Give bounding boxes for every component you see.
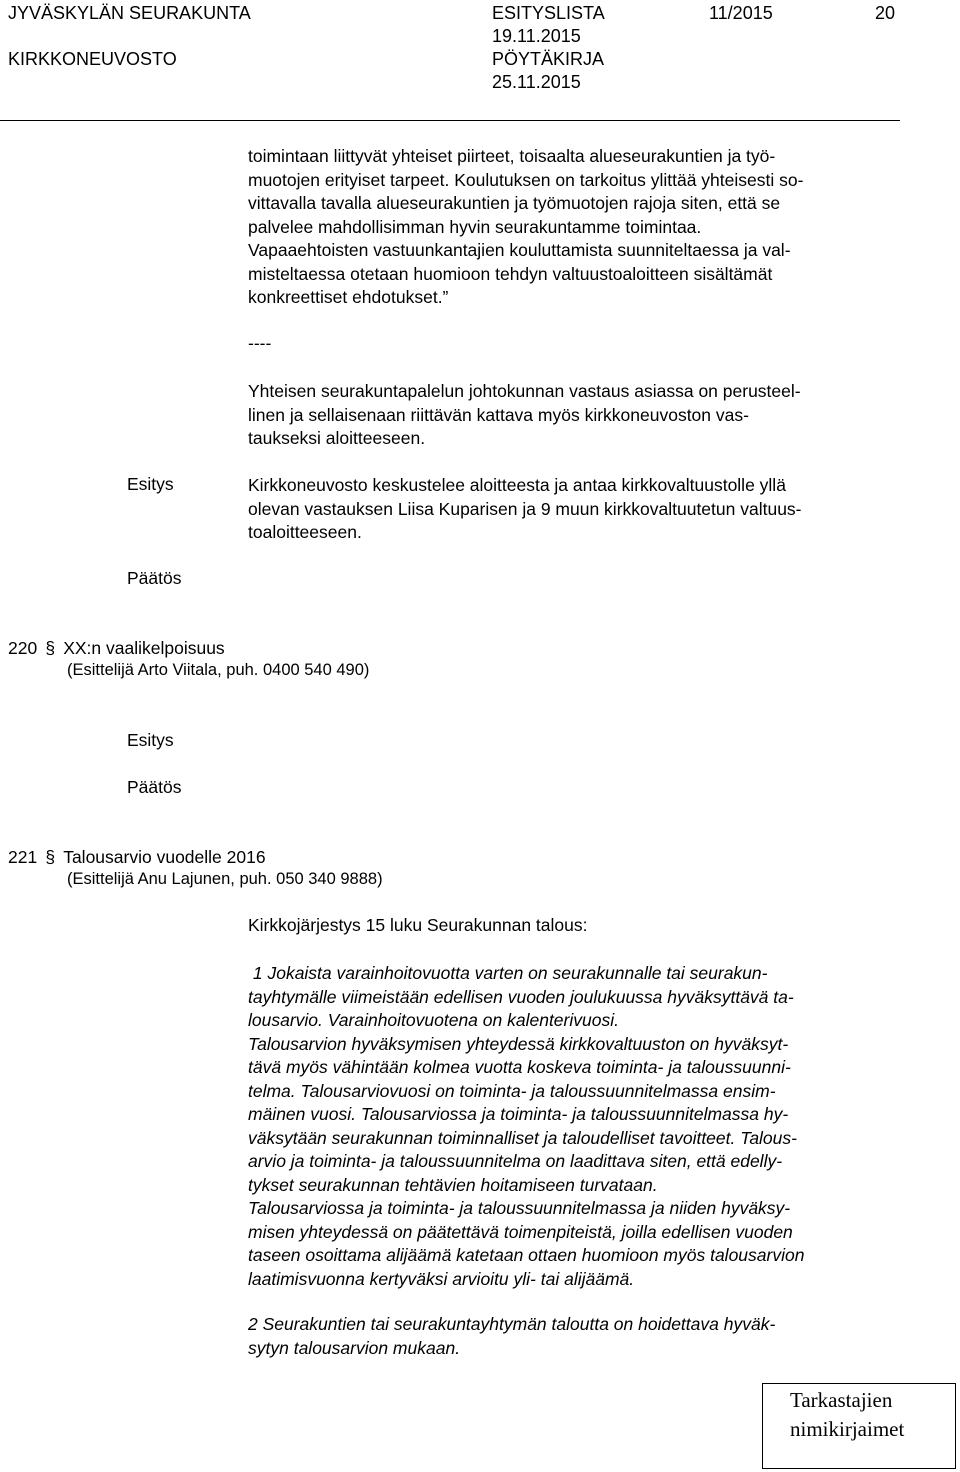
law-quote-2 xyxy=(248,1313,908,1360)
text-line: linen ja sellaisenaan riittävän kattava myös kirkkoneuvoston vas- xyxy=(248,404,749,425)
reviewer-initials-box xyxy=(762,1383,956,1469)
text-line: misteltaessa otetaan huomioon tehdyn valtuustoaloitteen sisältämät xyxy=(248,263,773,284)
section-title: Talousarvio vuodelle 2016 xyxy=(63,847,266,867)
section-presenter: (Esittelijä Arto Viitala, puh. 0400 540 490) xyxy=(67,661,370,679)
minutes-date: 25.11.2015 xyxy=(492,72,581,92)
response-paragraph xyxy=(248,380,908,451)
page-number: 20 xyxy=(875,3,896,23)
text-line: Vapaaehtoisten vastuunkantajien kouluttamista suunniteltaessa ja val- xyxy=(248,240,791,260)
text-line: Yhteisen seurakuntapalelun johtokunnan vastaus asiassa on perusteel- xyxy=(248,381,801,401)
text-line: toaloitteeseen. xyxy=(248,522,362,542)
text-line: 1 Jokaista varainhoitovuotta varten on seurakunnalle tai seurakun- xyxy=(248,963,768,983)
text-line: tayhtymälle viimeistään edellisen vuoden joulukuussa hyväksyttävä ta- xyxy=(248,986,794,1007)
header-divider xyxy=(0,120,900,121)
law-reference: Kirkkojärjestys 15 luku Seurakunnan talous: xyxy=(248,915,588,935)
text-line: lousarvio. Varainhoitovuotena on kalenterivuosi. xyxy=(248,1010,619,1030)
section-title: XX:n vaalikelpoisuus xyxy=(63,638,225,658)
section-number: 221 xyxy=(8,847,38,867)
text-line: Talousarviossa ja toiminta- ja taloussuunnitelmassa ja niiden hyväksy- xyxy=(248,1198,791,1218)
text-line: Talousarvion hyväksymisen yhteydessä kirkkovaltuuston on hyväksyt- xyxy=(248,1033,789,1054)
section-heading-220 xyxy=(8,638,225,659)
meeting-number: 11/2015 xyxy=(709,3,773,23)
proposal-label: Esitys xyxy=(127,730,174,750)
stamp-line: nimikirjaimet xyxy=(790,1417,905,1441)
text-line: konkreettiset ehdotukset.” xyxy=(248,287,449,307)
section-heading-221 xyxy=(8,847,266,868)
text-line: vittavalla tavalla alueseurakuntien ja työmuotojen rajoja siten, että se xyxy=(248,193,781,213)
section-number: 220 xyxy=(8,638,38,658)
intro-paragraph xyxy=(248,145,908,310)
text-line: toimintaan liittyvät yhteiset piirteet, toisaalta alueseurakuntien ja työ- xyxy=(248,146,776,166)
text-line: sytyn talousarvion mukaan. xyxy=(248,1337,461,1358)
text-line: tykset seurakunnan tehtävien hoitamiseen turvataan. xyxy=(248,1174,658,1195)
decision-label: Päätös xyxy=(127,777,182,797)
proposal-label: Esitys xyxy=(127,474,174,494)
text-line: laatimisvuonna kertyväksi arvioitu yli- tai alijäämä. xyxy=(248,1268,635,1289)
text-line: väksytään seurakunnan toiminnalliset ja taloudelliset tavoitteet. Talous- xyxy=(248,1127,797,1148)
section-sign-icon: § xyxy=(45,847,56,867)
section-sign-icon: § xyxy=(45,638,56,658)
minutes-label: PÖYTÄKIRJA xyxy=(492,49,605,69)
text-line: telma. Talousarviovuosi on toiminta- ja taloussuunnitelmassa ensim- xyxy=(248,1080,776,1101)
text-line: palvelee mahdollisimman hyvin seurakuntamme toimintaa. xyxy=(248,216,702,237)
law-quote-1 xyxy=(248,962,908,1291)
agenda-date: 19.11.2015 xyxy=(492,26,581,46)
proposal-text xyxy=(248,474,908,545)
text-line: arvio ja toiminta- ja taloussuunnitelma on laadittava siten, että edelly- xyxy=(248,1151,783,1171)
text-line: tävä myös vähintään kolmea vuotta koskeva toiminta- ja taloussuunni- xyxy=(248,1057,791,1077)
text-line: 2 Seurakuntien tai seurakuntayhtymän taloutta on hoidettava hyväk- xyxy=(248,1314,776,1334)
section-presenter: (Esittelijä Anu Lajunen, puh. 050 340 9888) xyxy=(67,870,383,888)
document-type: ESITYSLISTA xyxy=(492,3,605,23)
text-line: olevan vastauksen Liisa Kuparisen ja 9 muun kirkkovaltuutetun valtuus- xyxy=(248,498,802,519)
text-line: Kirkkoneuvosto keskustelee aloitteesta ja antaa kirkkovaltuustolle yllä xyxy=(248,475,786,495)
separator-dashes: ---- xyxy=(248,333,272,353)
organization-name: JYVÄSKYLÄN SEURAKUNTA xyxy=(8,3,251,23)
committee-name: KIRKKONEUVOSTO xyxy=(8,49,177,69)
text-line: muotojen erityiset tarpeet. Koulutuksen on tarkoitus ylittää yhteisesti so- xyxy=(248,169,804,190)
text-line: taukseksi aloitteeseen. xyxy=(248,428,426,448)
decision-label: Päätös xyxy=(127,568,182,588)
text-line: mäinen vuosi. Talousarviossa ja toiminta- ja taloussuunnitelmassa hy- xyxy=(248,1104,789,1124)
text-line: misen yhteydessä on päätettävä toimenpiteistä, joilla edellisen vuoden xyxy=(248,1221,793,1242)
stamp-line: Tarkastajien xyxy=(790,1388,893,1412)
text-line: taseen osoittama alijäämä katetaan ottaen huomioon myös talousarvion xyxy=(248,1245,805,1265)
